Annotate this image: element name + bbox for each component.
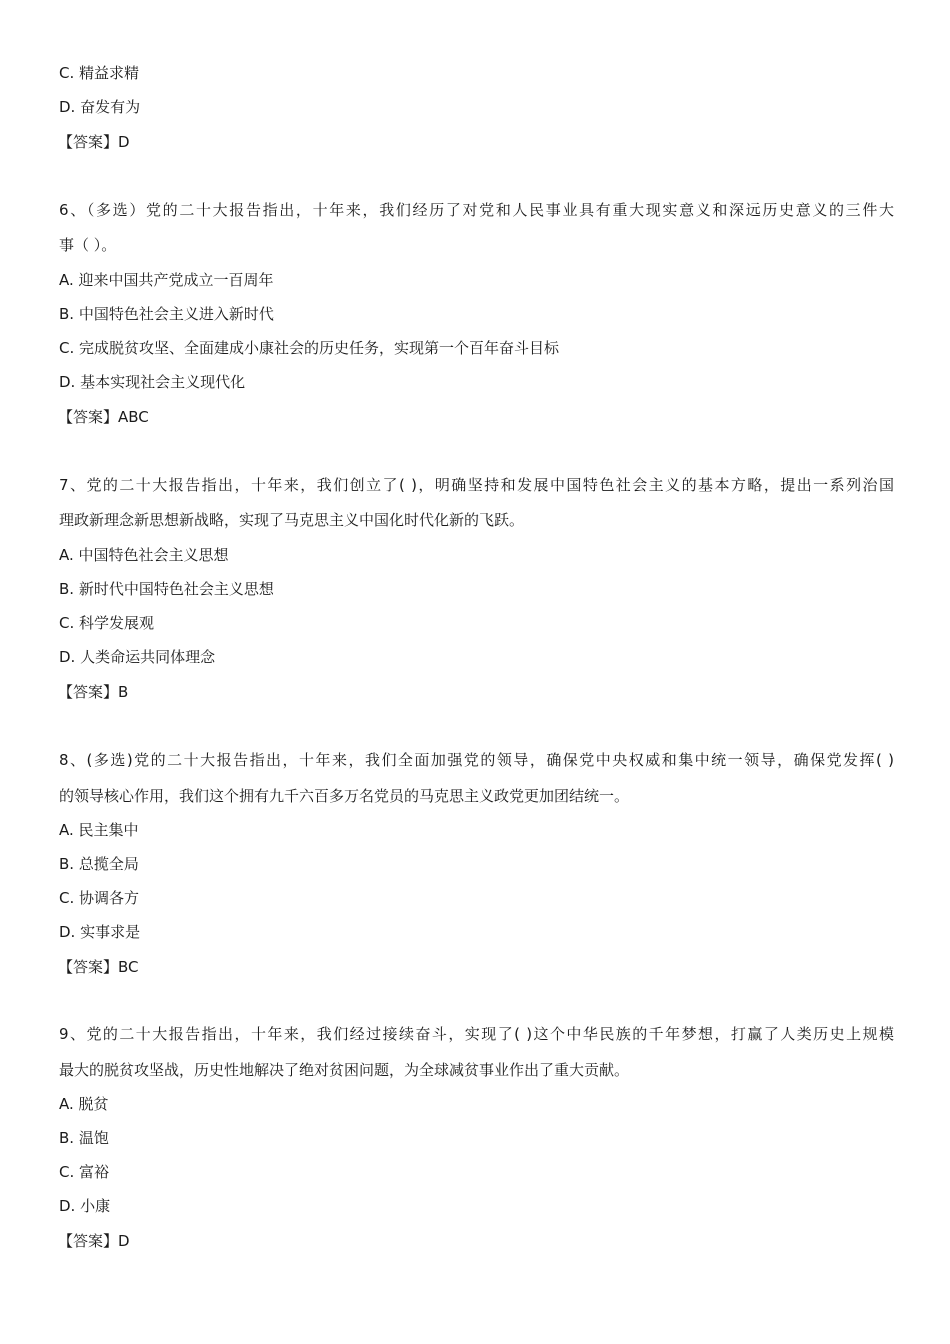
question-7-option-d: D. 人类命运共同体理念 — [59, 648, 216, 666]
question-9-option-c: C. 富裕 — [59, 1163, 110, 1181]
question-9-stem-line-1: 9、党的二十大报告指出，十年来，我们经过接续奋斗，实现了( )这个中华民族的千年梦想，打赢了人类历史上规模 — [59, 1025, 894, 1043]
question-6-option-c: C. 完成脱贫攻坚、全面建成小康社会的历史任务，实现第一个百年奋斗目标 — [59, 339, 560, 357]
question-9-stem-line-2: 最大的脱贫攻坚战，历史性地解决了绝对贫困问题，为全球减贫事业作出了重大贡献。 — [59, 1061, 630, 1079]
option-d: D. 奋发有为 — [59, 98, 141, 116]
question-6-option-a: A. 迎来中国共产党成立一百周年 — [59, 271, 274, 289]
question-8-stem-line-1: 8、(多选)党的二十大报告指出，十年来，我们全面加强党的领导，确保党中央权威和集中统一领导，确保党发挥( ) — [59, 751, 894, 769]
question-8-option-d: D. 实事求是 — [59, 923, 141, 941]
question-6-answer: 【答案】ABC — [58, 408, 149, 426]
question-9-option-d: D. 小康 — [59, 1197, 111, 1215]
question-7-stem-line-2: 理政新理念新思想新战略，实现了马克思主义中国化时代化新的飞跃。 — [59, 511, 525, 529]
question-8-answer: 【答案】BC — [58, 958, 139, 976]
question-9-answer: 【答案】D — [58, 1232, 130, 1250]
answer-label: 【答案】D — [58, 133, 130, 151]
question-9-option-b: B. 温饱 — [59, 1129, 109, 1147]
question-6-stem-line-1: 6、（多选）党的二十大报告指出，十年来，我们经历了对党和人民事业具有重大现实意义和深远历史意义的三件大 — [59, 201, 894, 219]
question-6-option-b: B. 中国特色社会主义进入新时代 — [59, 305, 274, 323]
question-7-option-b: B. 新时代中国特色社会主义思想 — [59, 580, 274, 598]
question-7-option-a: A. 中国特色社会主义思想 — [59, 546, 229, 564]
option-c: C. 精益求精 — [59, 64, 140, 82]
question-8-option-b: B. 总揽全局 — [59, 855, 139, 873]
question-7-stem-line-1: 7、党的二十大报告指出，十年来，我们创立了( )，明确坚持和发展中国特色社会主义的基本方略，提出一系列治国 — [59, 476, 894, 494]
question-7-answer: 【答案】B — [58, 683, 129, 701]
question-6-option-d: D. 基本实现社会主义现代化 — [59, 373, 246, 391]
question-8-stem-line-2: 的领导核心作用，我们这个拥有九千六百多万名党员的马克思主义政党更加团结统一。 — [59, 787, 630, 805]
question-7-option-c: C. 科学发展观 — [59, 614, 155, 632]
question-6-stem-line-2: 事（ ）。 — [59, 236, 117, 254]
question-8-option-c: C. 协调各方 — [59, 889, 140, 907]
question-8-option-a: A. 民主集中 — [59, 821, 139, 839]
question-9-option-a: A. 脱贫 — [59, 1095, 109, 1113]
